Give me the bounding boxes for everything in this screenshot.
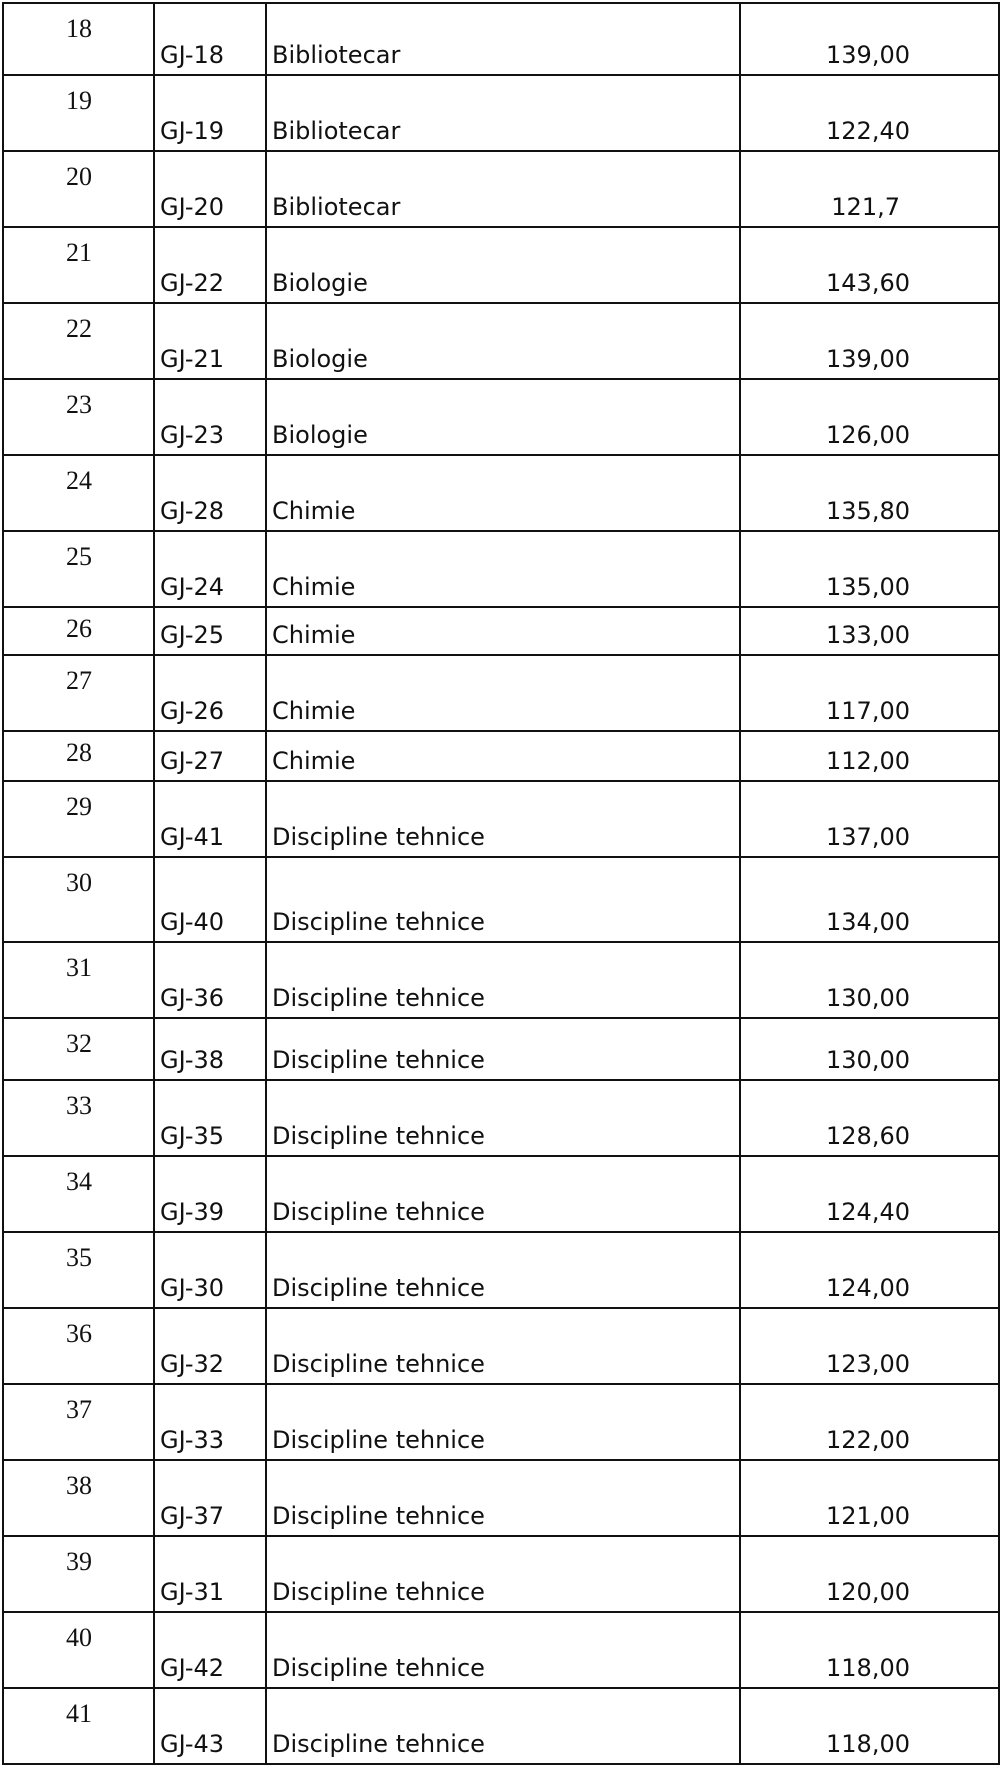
row-number-cell	[3, 151, 154, 227]
score-value: 118,00	[826, 1730, 910, 1758]
code-cell	[154, 731, 266, 781]
table-row	[3, 607, 999, 655]
discipline-cell	[266, 781, 740, 857]
table-row	[3, 75, 999, 151]
row-number-cell	[3, 1018, 154, 1080]
row-number: 29	[66, 792, 92, 821]
code-cell	[154, 1018, 266, 1080]
code-cell	[154, 1688, 266, 1764]
post-code: GJ-23	[160, 421, 225, 449]
row-number: 36	[66, 1319, 92, 1348]
row-number-cell	[3, 531, 154, 607]
code-cell	[154, 379, 266, 455]
table-row	[3, 1308, 999, 1384]
discipline-name: Bibliotecar	[272, 41, 401, 69]
discipline-name: Bibliotecar	[272, 117, 401, 145]
score-value: 120,00	[826, 1578, 910, 1606]
discipline-cell	[266, 1018, 740, 1080]
table-row	[3, 1156, 999, 1232]
discipline-cell	[266, 379, 740, 455]
row-number-cell	[3, 1384, 154, 1460]
row-number: 31	[66, 953, 92, 982]
code-cell	[154, 1460, 266, 1536]
score-value: 134,00	[826, 908, 910, 936]
discipline-cell	[266, 303, 740, 379]
discipline-name: Discipline tehnice	[272, 908, 485, 936]
code-cell	[154, 303, 266, 379]
score-value: 130,00	[826, 984, 910, 1012]
score-value: 122,40	[826, 117, 910, 145]
discipline-name: Discipline tehnice	[272, 1350, 485, 1378]
row-number: 33	[66, 1091, 92, 1120]
discipline-cell	[266, 1460, 740, 1536]
table-row	[3, 1688, 999, 1764]
post-code: GJ-30	[160, 1274, 225, 1302]
table-row	[3, 731, 999, 781]
code-cell	[154, 1384, 266, 1460]
discipline-name: Discipline tehnice	[272, 1502, 485, 1530]
score-cell	[740, 1308, 999, 1384]
table-row	[3, 455, 999, 531]
code-cell	[154, 1612, 266, 1688]
row-number: 28	[66, 738, 92, 767]
table-row	[3, 1384, 999, 1460]
row-number: 23	[66, 390, 92, 419]
score-cell	[740, 942, 999, 1018]
post-code: GJ-41	[160, 823, 225, 851]
score-value: 122,00	[826, 1426, 910, 1454]
table-row	[3, 1460, 999, 1536]
row-number-cell	[3, 75, 154, 151]
discipline-name: Discipline tehnice	[272, 823, 485, 851]
discipline-name: Chimie	[272, 697, 356, 725]
row-number-cell	[3, 781, 154, 857]
row-number-cell	[3, 455, 154, 531]
post-code: GJ-42	[160, 1654, 225, 1682]
table-row	[3, 227, 999, 303]
row-number-cell	[3, 1080, 154, 1156]
discipline-cell	[266, 1232, 740, 1308]
discipline-name: Chimie	[272, 621, 356, 649]
score-cell	[740, 455, 999, 531]
score-cell	[740, 1018, 999, 1080]
post-code: GJ-36	[160, 984, 225, 1012]
discipline-name: Biologie	[272, 421, 368, 449]
discipline-cell	[266, 1080, 740, 1156]
row-number: 24	[66, 466, 92, 495]
row-number-cell	[3, 655, 154, 731]
row-number: 38	[66, 1471, 92, 1500]
post-code: GJ-43	[160, 1730, 225, 1758]
post-code: GJ-39	[160, 1198, 225, 1226]
table-row	[3, 857, 999, 942]
code-cell	[154, 1308, 266, 1384]
table-row	[3, 655, 999, 731]
score-value: 135,80	[826, 497, 910, 525]
code-cell	[154, 1232, 266, 1308]
row-number-cell	[3, 1232, 154, 1308]
discipline-name: Biologie	[272, 345, 368, 373]
discipline-name: Chimie	[272, 573, 356, 601]
row-number: 27	[66, 666, 92, 695]
score-cell	[740, 1460, 999, 1536]
post-code: GJ-33	[160, 1426, 225, 1454]
row-number-cell	[3, 227, 154, 303]
table-row	[3, 1612, 999, 1688]
score-value: 139,00	[826, 345, 910, 373]
score-value: 137,00	[826, 823, 910, 851]
post-code: GJ-19	[160, 117, 225, 145]
row-number-cell	[3, 857, 154, 942]
row-number-cell	[3, 1612, 154, 1688]
score-value: 133,00	[826, 621, 910, 649]
score-cell	[740, 75, 999, 151]
code-cell	[154, 781, 266, 857]
score-cell	[740, 731, 999, 781]
table-row	[3, 781, 999, 857]
post-code: GJ-37	[160, 1502, 225, 1530]
post-code: GJ-40	[160, 908, 225, 936]
row-number: 37	[66, 1395, 92, 1424]
code-cell	[154, 1156, 266, 1232]
table-row	[3, 303, 999, 379]
score-cell	[740, 303, 999, 379]
discipline-cell	[266, 942, 740, 1018]
discipline-cell	[266, 1612, 740, 1688]
post-code: GJ-18	[160, 41, 225, 69]
row-number: 34	[66, 1167, 92, 1196]
score-value: 124,00	[826, 1274, 910, 1302]
row-number-cell	[3, 607, 154, 655]
row-number-cell	[3, 379, 154, 455]
score-cell	[740, 531, 999, 607]
discipline-cell	[266, 3, 740, 75]
row-number: 25	[66, 542, 92, 571]
discipline-name: Bibliotecar	[272, 193, 401, 221]
score-value: 123,00	[826, 1350, 910, 1378]
score-cell	[740, 1688, 999, 1764]
post-code: GJ-31	[160, 1578, 225, 1606]
discipline-name: Discipline tehnice	[272, 1046, 485, 1074]
discipline-name: Discipline tehnice	[272, 1426, 485, 1454]
row-number-cell	[3, 1156, 154, 1232]
table-row	[3, 942, 999, 1018]
discipline-cell	[266, 1536, 740, 1612]
discipline-cell	[266, 531, 740, 607]
row-number-cell	[3, 1536, 154, 1612]
post-code: GJ-26	[160, 697, 225, 725]
code-cell	[154, 1080, 266, 1156]
discipline-cell	[266, 655, 740, 731]
score-value: 139,00	[826, 41, 910, 69]
table-row	[3, 151, 999, 227]
discipline-cell	[266, 1688, 740, 1764]
score-value: 121,00	[826, 1502, 910, 1530]
score-cell	[740, 379, 999, 455]
score-cell	[740, 607, 999, 655]
score-value: 121,7	[831, 193, 900, 221]
discipline-name: Biologie	[272, 269, 368, 297]
discipline-name: Discipline tehnice	[272, 1654, 485, 1682]
code-cell	[154, 607, 266, 655]
score-cell	[740, 1156, 999, 1232]
table-row	[3, 3, 999, 75]
table-row	[3, 531, 999, 607]
table-row	[3, 379, 999, 455]
results-table	[2, 2, 1000, 1765]
row-number-cell	[3, 942, 154, 1018]
discipline-name: Discipline tehnice	[272, 1730, 485, 1758]
row-number: 26	[66, 614, 92, 643]
discipline-cell	[266, 731, 740, 781]
row-number: 39	[66, 1547, 92, 1576]
post-code: GJ-25	[160, 621, 225, 649]
discipline-name: Discipline tehnice	[272, 1274, 485, 1302]
table-row	[3, 1080, 999, 1156]
discipline-name: Discipline tehnice	[272, 1122, 485, 1150]
post-code: GJ-20	[160, 193, 225, 221]
code-cell	[154, 3, 266, 75]
post-code: GJ-21	[160, 345, 225, 373]
discipline-name: Chimie	[272, 747, 356, 775]
code-cell	[154, 151, 266, 227]
score-value: 130,00	[826, 1046, 910, 1074]
score-cell	[740, 781, 999, 857]
score-value: 135,00	[826, 573, 910, 601]
score-cell	[740, 655, 999, 731]
post-code: GJ-24	[160, 573, 225, 601]
score-value: 126,00	[826, 421, 910, 449]
code-cell	[154, 75, 266, 151]
row-number-cell	[3, 303, 154, 379]
discipline-cell	[266, 1384, 740, 1460]
discipline-cell	[266, 75, 740, 151]
discipline-name: Discipline tehnice	[272, 984, 485, 1012]
row-number: 19	[66, 86, 92, 115]
discipline-cell	[266, 227, 740, 303]
discipline-name: Discipline tehnice	[272, 1578, 485, 1606]
code-cell	[154, 531, 266, 607]
score-cell	[740, 1384, 999, 1460]
discipline-name: Chimie	[272, 497, 356, 525]
score-value: 143,60	[826, 269, 910, 297]
row-number-cell	[3, 1688, 154, 1764]
score-cell	[740, 227, 999, 303]
table-row	[3, 1232, 999, 1308]
post-code: GJ-28	[160, 497, 225, 525]
row-number: 32	[66, 1029, 92, 1058]
score-cell	[740, 1536, 999, 1612]
post-code: GJ-38	[160, 1046, 225, 1074]
row-number: 20	[66, 162, 92, 191]
row-number: 40	[66, 1623, 92, 1652]
code-cell	[154, 227, 266, 303]
row-number: 21	[66, 238, 92, 267]
table-row	[3, 1536, 999, 1612]
table-row	[3, 1018, 999, 1080]
code-cell	[154, 455, 266, 531]
score-value: 118,00	[826, 1654, 910, 1682]
row-number-cell	[3, 731, 154, 781]
code-cell	[154, 1536, 266, 1612]
post-code: GJ-32	[160, 1350, 225, 1378]
score-cell	[740, 151, 999, 227]
row-number: 35	[66, 1243, 92, 1272]
code-cell	[154, 942, 266, 1018]
row-number: 22	[66, 314, 92, 343]
code-cell	[154, 655, 266, 731]
post-code: GJ-22	[160, 269, 225, 297]
discipline-cell	[266, 857, 740, 942]
score-value: 128,60	[826, 1122, 910, 1150]
score-value: 117,00	[826, 697, 910, 725]
row-number: 41	[66, 1699, 92, 1728]
score-cell	[740, 857, 999, 942]
discipline-cell	[266, 1156, 740, 1232]
discipline-cell	[266, 1308, 740, 1384]
discipline-name: Discipline tehnice	[272, 1198, 485, 1226]
score-value: 112,00	[826, 747, 910, 775]
score-cell	[740, 1232, 999, 1308]
row-number: 18	[66, 14, 92, 43]
score-cell	[740, 1612, 999, 1688]
discipline-cell	[266, 151, 740, 227]
post-code: GJ-27	[160, 747, 225, 775]
discipline-cell	[266, 455, 740, 531]
row-number-cell	[3, 3, 154, 75]
row-number: 30	[66, 868, 92, 897]
score-cell	[740, 3, 999, 75]
score-value: 124,40	[826, 1198, 910, 1226]
row-number-cell	[3, 1460, 154, 1536]
post-code: GJ-35	[160, 1122, 225, 1150]
row-number-cell	[3, 1308, 154, 1384]
code-cell	[154, 857, 266, 942]
discipline-cell	[266, 607, 740, 655]
score-cell	[740, 1080, 999, 1156]
